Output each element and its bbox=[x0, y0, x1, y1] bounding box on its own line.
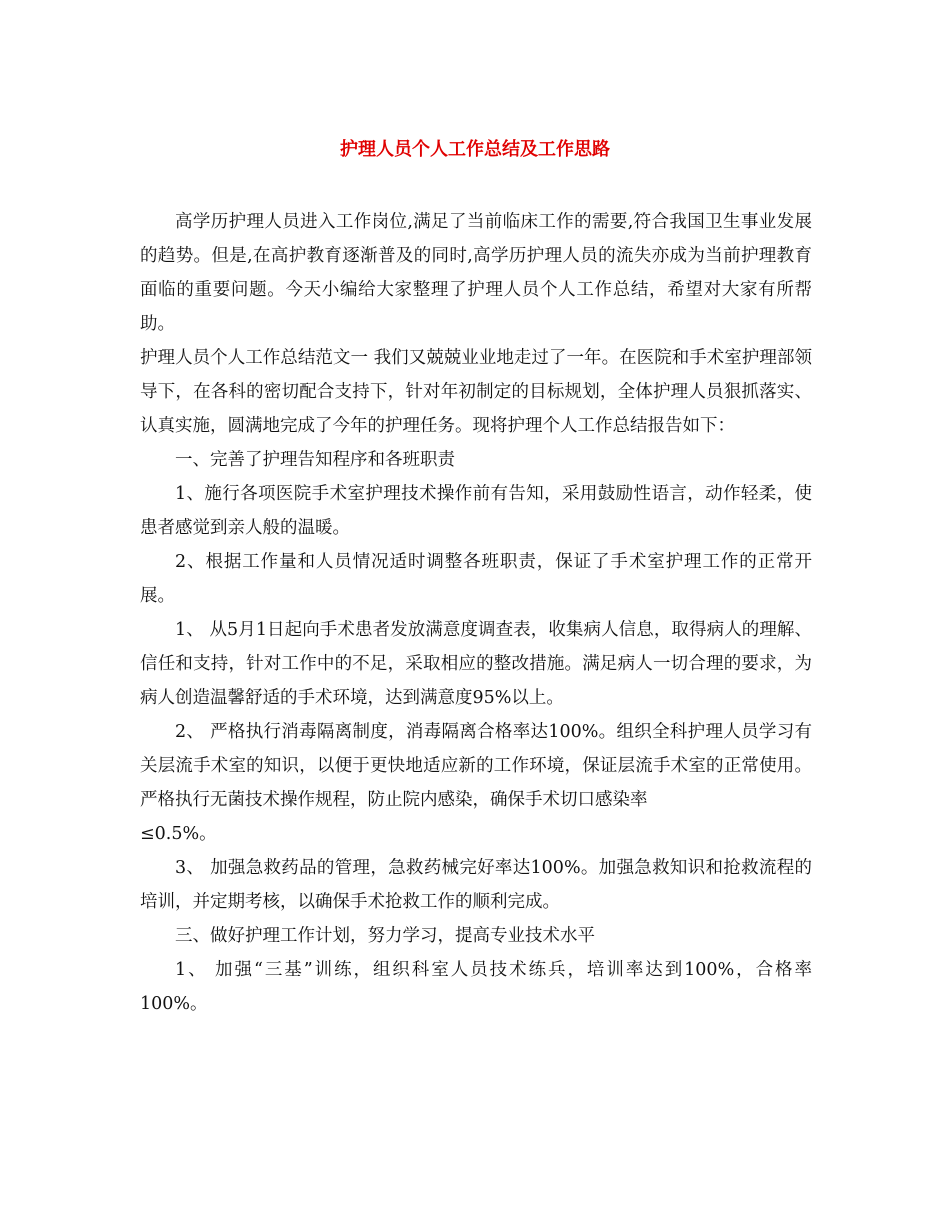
document-title: 护理人员个人工作总结及工作思路 bbox=[340, 139, 610, 160]
paragraph-intro: 高学历护理人员进入工作岗位,满足了当前临床工作的需要,符合我国卫生事业发展的趋势。但是,在高护教育逐渐普及的同时,高学历护理人员的流失亦成为当前护理教育面临的重要问题。今天小编给大家整理了护理人员个人工作总结，希望对大家有所帮助。 bbox=[140, 212, 812, 334]
list-item: 1、施行各项医院手术室护理技术操作前有告知，采用鼓励性语言，动作轻柔，使患者感觉到亲人般的温暖。 bbox=[140, 484, 812, 538]
document-body bbox=[140, 205, 812, 1021]
list-item: 3、 加强急救药品的管理，急救药械完好率达100%。加强急救知识和抢救流程的培训，并定期考核，以确保手术抢救工作的顺利完成。 bbox=[140, 858, 812, 912]
list-item: 2、根据工作量和人员情况适时调整各班职责，保证了手术室护理工作的正常开展。 bbox=[140, 552, 812, 606]
list-item: 2、 严格执行消毒隔离制度，消毒隔离合格率达100%。组织全科护理人员学习有关层流手术室的知识，以便于更快地适应新的工作环境，保证层流手术室的正常使用。严格执行无菌技术操作规程，防止院内感染，确保手术切口感染率 bbox=[140, 722, 812, 810]
list-item: 1、 加强“三基”训练，组织科室人员技术练兵，培训率达到100%，合格率100%。 bbox=[140, 960, 812, 1014]
section-heading-one: 一、完善了护理告知程序和各班职责 bbox=[175, 450, 455, 470]
list-item-continuation: ≤0.5%。 bbox=[140, 824, 217, 844]
paragraph-sample-one: 护理人员个人工作总结范文一 我们又兢兢业业地走过了一年。在医院和手术室护理部领导下，在各科的密切配合支持下，针对年初制定的目标规划，全体护理人员狠抓落实、认真实施，圆满地完成了今年的护理任务。现将护理个人工作总结报告如下： bbox=[140, 348, 812, 436]
list-item: 1、 从5月1日起向手术患者发放满意度调查表，收集病人信息，取得病人的理解、信任和支持，针对工作中的不足，采取相应的整改措施。满足病人一切合理的要求，为病人创造温馨舒适的手术环境，达到满意度95%以上。 bbox=[140, 620, 812, 708]
section-heading-three: 三、做好护理工作计划，努力学习，提高专业技术水平 bbox=[175, 926, 595, 946]
